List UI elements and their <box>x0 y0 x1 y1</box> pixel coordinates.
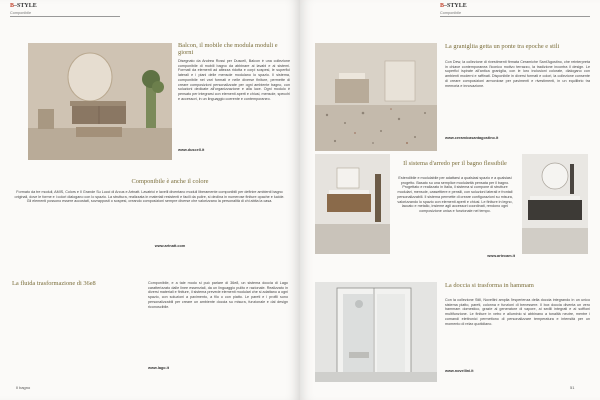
brand-mark: B <box>10 3 15 9</box>
article1-url[interactable]: www.ceramicasantagostino.it <box>445 136 499 140</box>
header-rule <box>10 16 120 17</box>
magazine-header <box>440 3 467 9</box>
article2-title: Il sistema d'arredo per il bagno flessibile <box>403 160 507 167</box>
section-label: Componibile <box>440 11 462 15</box>
article2-body: Estendibile e modulabile per adattarsi a qualsiasi spazio e a qualsiasi progetto. Basato su una semplice modularità pensata per il bagno. Progettato e realizzato in Italia, il sistema si compone di strutture modulari, mensole, cassettiere e pensili, con soluzioni laterali e frontali personalizzabili. Il sistema permette di creare configurazioni su misura, valorizzando lo spazio con elementi aperti e chiusi. Le finiture in legno, laccato e metallo, insieme agli accessori coordinati, rendono ogni composizione unica e funzionale nel tempo. <box>397 176 513 213</box>
balcon-bathroom-photo <box>28 43 172 160</box>
article2-body: Formato da tre moduli, AMIS, Colors e Il Grande Su Lucci di Arcus e Artnatt. Lavatrici e lavelli diventano moduli liberamente componibili per definire ambienti bagno originali, dove le forme e i colori dialogano con lo spazio. La struttura, realizzata in materiali resistenti e facili da pulire, si declina in numerose finiture opache e lucide. Gli elementi possono essere accostati, sovrapposti o sospesi, creando composizioni sempre diverse che valorizzano la personalità di chi abita la casa. <box>14 190 285 204</box>
bathroom-furniture-photo-right <box>522 154 588 254</box>
bathroom-furniture-photo-left <box>315 154 390 254</box>
article2-title: Componibile è anche il colore <box>131 178 209 185</box>
article2-url[interactable]: www.artecam.it <box>487 254 515 258</box>
article1-body: Con Dew, la collezione di rivestimenti firmata Ceramiche Sant'Agostino, che reinterpreta in chiave contemporanea l'iconico motivo terrazzo, la tradizione incontra il design. Le superfici ispirate all'antica graniglia, con le loro inclusioni colorate, dialogano con ambienti moderni e raffinati. Disponibile in diversi formati e colori, la collezione consente di creare composizioni armoniose per pavimenti e rivestimenti, in un equilibrio tra memoria e innovazione. <box>445 60 590 88</box>
brand-name: –STYLE <box>14 3 37 9</box>
article1-url[interactable]: www.duscell.it <box>178 148 205 152</box>
article3-url[interactable]: www.novellini.it <box>445 369 474 373</box>
terrazzo-floor-photo <box>315 43 437 151</box>
hammam-shower-photo <box>315 282 437 382</box>
right-folio: 51 <box>570 385 575 390</box>
right-page <box>300 0 600 400</box>
header-rule <box>440 16 590 17</box>
article3-title: La fluida trasformazione di 36e8 <box>12 280 96 287</box>
article3-body: Con la collezione Still, Novellini amplia l'esperienza della doccia integrando in un unico sistema piatto, pareti, colonna e funzioni di benessere. Il box doccia diventa un vero hammam domestico, grazie al generatore di vapore, ai sedili integrati e ai soffioni multifunzione. Le finiture in vetro e alluminio si abbinano a tonalità neutre, mentre i comandi elettronici permettono di personalizzare temperatura e intensità per un momento di relax quotidiano. <box>445 298 590 326</box>
article1-body: Disegnato da Andrea Rossi per Duscell, Balcon è una collezione componibile di mobili bagno da abbinare ai lavabi e ai sistemi. Formati da elementi ad altezza ridotta e corpi sospesi, le superfici laterali e i piani delle mensole modulano lo spazio. Il sistema, componibile nei vari formati e nelle diverse finiture, permette di creare composizioni personalizzate per ogni ambiente bagno, con soluzioni dedicate all'organizzazione e alla luce. Ogni modulo è pensato per integrarsi con elementi aperti e chiusi, mensole, specchi e accessori, in un linguaggio coerente e contemporaneo. <box>178 59 290 101</box>
magazine-header <box>10 3 37 9</box>
brand-mark: B <box>440 3 445 9</box>
article3-body: Componibile, e a tale modo si può parlare di 36e8, un sistema doccia di Lago caratterizzato dalle linee essenziali, da un linguaggio pulito e razionale. Realizzato in diversi materiali e finiture, il sistema prevede elementi modulari che si adattano a ogni spazio, con soluzioni a pavimento, a filo o con piatto. Le pareti e i profili sono personalizzabili per creare un ambiente doccia su misura, funzionale e dal design riconoscibile. <box>148 281 288 309</box>
article1-title: Balcon, il mobile che modula moduli e giorni <box>178 42 278 57</box>
section-label: Componibile <box>10 11 32 15</box>
article3-url[interactable]: www.lago.it <box>148 366 169 370</box>
article2-url[interactable]: www.artnatt.com <box>154 244 186 248</box>
brand-name: –STYLE <box>444 3 467 9</box>
article1-title: La granigliia getta un ponte tra epoche e stili <box>445 43 560 50</box>
left-folio: Il bagno <box>16 385 31 390</box>
article3-title: La doccia si trasforma in hammam <box>445 282 534 289</box>
